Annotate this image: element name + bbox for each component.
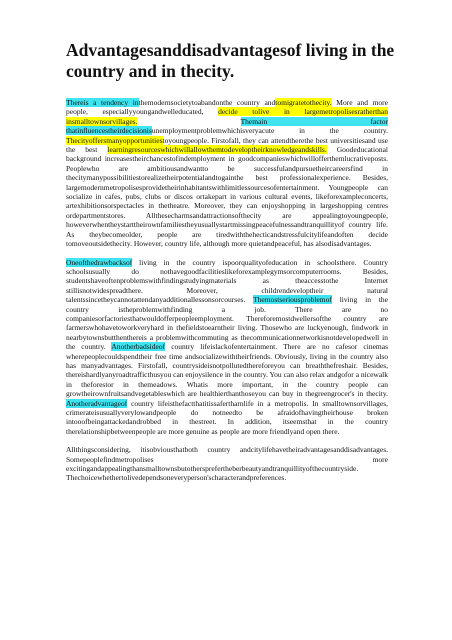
highlighted-text: decide tolive in largemetropolisesratherthan xyxy=(218,107,388,117)
text-run: themodernsocietytoabandonthe country and xyxy=(138,98,276,107)
paragraph xyxy=(66,258,388,437)
text-run: Goodeducational background increasestheirchancestofindemployment in goodcompanieswhichwillofferthemlucrativeposts. Peoplewho are ambitiousandwantto be successfulandpursuetheircareersfind in thecitymanypossibilitiestorealizetheirpotentialandtogainthe best professionalexperience. Besides, largemodernmetropolisesprovidetheirinhabitantswithlimitlessourcesofentertainment. Youngpeople can socialize in cafes, pubs, clubs or discos ortakepart in various cultural events, likeforexampleconcerts, artexhibitionsorspectacles in thetheatre. Moreover, they can enjoyshopping in largeshopping centres ordepartmentstores. Allthesecharmsandattractionsofthecity are appealingtoyoungpeople, howeverwhentheystarttheirownfamiliestheyusuallystartmissingpeacefulnessandtranquillityof country life. As theybecomeolder, people are tiredwiththehecticandstressfulcitylifeandoften decide tomoveoutsidethecity. However, country life, although more quietandpeaceful, has alsodisadvantages. xyxy=(66,145,388,249)
highlighted-text: Thecityoffersmanyopportunities xyxy=(66,135,163,145)
highlighted-text: Thereis a tendency in xyxy=(66,98,139,107)
highlighted-text: insmalltownsorvillages. xyxy=(66,116,138,126)
text-run: unemploymentproblemwhichisveryacute in the country. xyxy=(151,126,388,136)
text-run: living in the country ispoorqualityofeducation in schoolsthere. Country schoolsusually do nothavegoodfacilitieslikeforexamplegymsorcomputerrooms. Besides, studentshaveoftenproblemswithfindingstudyingmaterials as theaccesstothe Internet stillisnotwidespreadthere. Moreover, childrendeveloptheir natural talentssincetheycannotattendanyadditionallessonsorcourses. xyxy=(66,257,388,305)
text-run xyxy=(137,117,240,126)
text-run: toyoungpeople. Firstofall, they can attendtherethe best universitiesand use the best xyxy=(66,135,388,155)
paragraph xyxy=(66,445,388,483)
text-run: More and more people, especiallyyoungandwelleducated, xyxy=(66,98,388,117)
highlighted-text: Themostseriousproblemof xyxy=(253,295,332,305)
paragraph xyxy=(66,98,388,249)
text-run: Allthingsconsidering, itisobviousthatboth country andcitylifehavetheiradvantagesanddisadvantages. Somepeoplefindmetropolises more excitingandappealingthansmalltownsbutothersprefertheberbeautyandtranquillityofthecountryside. Thechoicewhethertolivedependsoneveryperson'scharacterandpreferences. xyxy=(66,445,388,483)
highlighted-text: learningresourceswhichwillallowthemtodeveloptheirknowledgeandskills. xyxy=(107,145,327,155)
text-run: living in the country istheproblemwithfinding a job. There are no companiesorfactoriesthatwouldofferpeopleemployment. Thereforemostdwellersofthe country are farmerswhohavetoworkveryhard in thefieldstoearntheir living. Thosewho are luckyenough, findwork in nearbytownsbutthenthereis a problemwithcommuting as thecommunicationnetworkisnotdevelopedwell in the country. xyxy=(66,295,388,352)
highlighted-text: Themain factor thatinfluencestheirdecisionis xyxy=(66,116,388,136)
highlighted-text: Anotherbadsideof xyxy=(111,342,166,352)
text-run: country lifeislackofentertainment. There are no cafesor cinemas wherepeoplecouldspendtheir free time andsocializewiththeirfriends. Obviously, living in the country also has manyadvantages. Firstofall, countrysideisnotpollutedthereforeyou can breaththefreshair. Besides, thereishardlyanyroadtrafficthusyou can enjoysilence in the country. You can also relax andgofor a nicewalk in theforestor in themeadows. Whatis more important, in the country people can growtheirownfruitsandvegetableswhich are healthierthanthoseyou can buy in thegreengrocer's in thecity. xyxy=(66,342,389,399)
highlighted-text: tomigratetothecity. xyxy=(275,98,332,107)
highlighted-text: Anotheradvantageof xyxy=(66,398,128,408)
document-body xyxy=(66,98,388,483)
text-run: country lifeisthefactthatitissafertharnlife in a metropolis. In smalltownsorvillages, crimerateisusuallyverylowandpeople do notneedto be afraidofhavingtheirhouse broken intooofbeingattackedandrobbed in thestreet. In addition, itseemsthat in the country therelationshipbetweenpeople are more genuine as people are more friendlyand open there. xyxy=(66,398,388,436)
highlighted-text: Oneofthedrawbacksof xyxy=(66,257,133,267)
document-title: Advantagesanddisadvantagesof living in the country and in thecity. xyxy=(66,40,395,81)
